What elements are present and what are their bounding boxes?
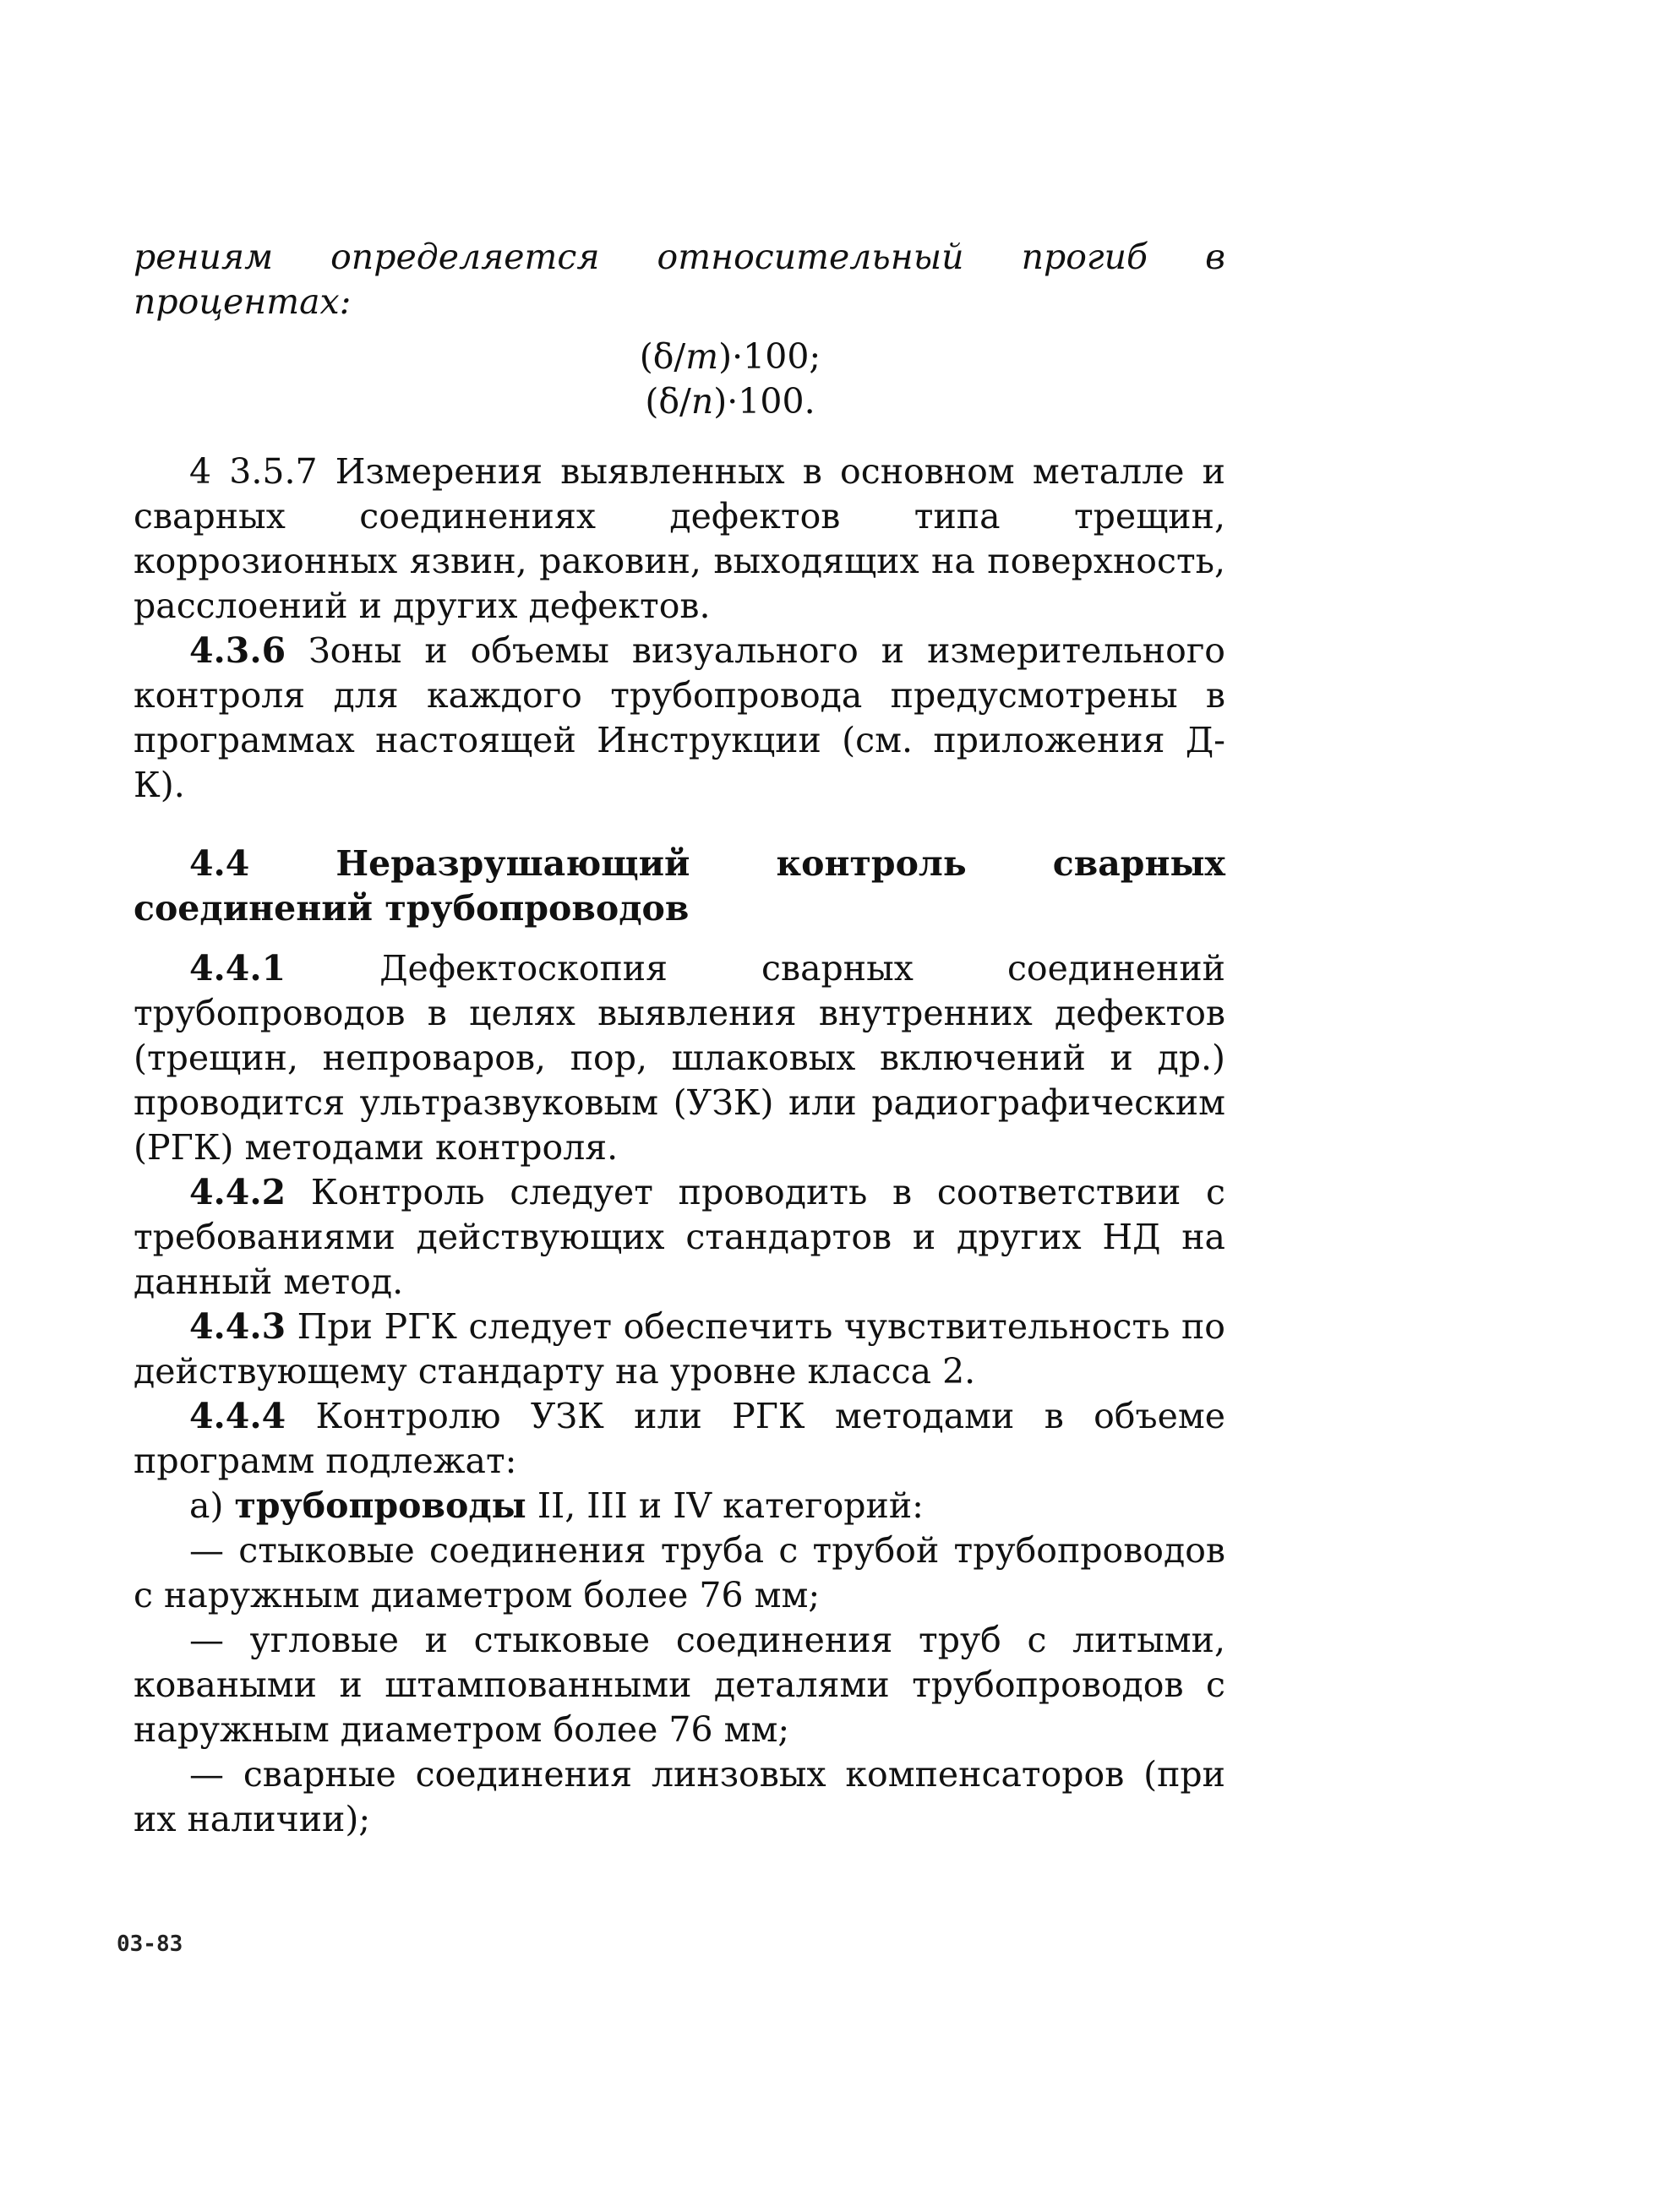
paragraph-number: 4 3.5.7 [189, 451, 318, 492]
paragraph-number: 4.4.2 [189, 1172, 286, 1212]
paragraph-text: Измерения выявленных в основном металле и сварных соединениях дефектов типа трещин, коррозионных язвин, раковин, выходящих на поверхность, расслоений и других дефектов. [134, 451, 1225, 626]
paragraph-number: 4.4.3 [189, 1306, 286, 1347]
dash-item-1: — стыковые соединения труба с трубой трубопроводов с наружным диаметром более 76 мм; [134, 1530, 1225, 1615]
paragraph-text: Дефектоскопия сварных соединений трубопроводов в целях выявления внутренних дефектов (трещин, непроваров, пор, шлаковых включений и др.) проводится ультразвуковым (УЗК) или радиографическим (РГК) методами контроля. [134, 948, 1225, 1168]
dash-item-3: — сварные соединения линзовых компенсаторов (при их наличии); [134, 1754, 1225, 1839]
section-heading-4-4: 4.4 Неразрушающий контроль сварных соединений трубопроводов [134, 843, 1225, 929]
formula-2-open: (δ/ [645, 381, 691, 422]
list-item-prefix: а) [189, 1485, 235, 1526]
paragraph-4-3-5-7 [134, 449, 1225, 629]
formula-1-close: )·100; [718, 336, 821, 377]
page-footer-code: 03-83 [117, 1931, 183, 1957]
formula-2-close: )·100. [713, 381, 815, 422]
dash-item-2: — угловые и стыковые соединения труб с литыми, коваными и штампованными деталями трубопроводов с наружным диаметром более 76 мм; [134, 1620, 1225, 1750]
paragraph-text: Зоны и объемы визуального и измерительного контроля для каждого трубопровода предусмотрены в программах настоящей Инструкции (см. приложения Д-К). [134, 630, 1225, 805]
list-item-a [134, 1484, 1225, 1528]
paragraph-4-4-1 [134, 946, 1225, 1170]
list-item-text: II, III и IV категорий: [526, 1485, 924, 1526]
document-page [134, 235, 1225, 1842]
paragraph-text: При РГК следует обеспечить чувствительность по действующему стандарту на уровне класса 2. [134, 1306, 1225, 1392]
paragraph-4-3-6 [134, 629, 1225, 808]
paragraph-4-4-3 [134, 1305, 1225, 1394]
formula-line-1 [134, 335, 1225, 379]
paragraph-number: 4.3.6 [189, 630, 286, 671]
intro-text: рениям определяется относительный прогиб в процентах: [134, 237, 1225, 322]
intro-paragraph [134, 235, 1225, 324]
paragraph-number: 4.4.4 [189, 1396, 286, 1436]
paragraph-4-4-4 [134, 1394, 1225, 1484]
formula-1-open: (δ/ [639, 336, 686, 377]
paragraph-text: Контролю УЗК или РГК методами в объеме программ подлежат: [134, 1396, 1225, 1481]
formula-2-var: n [690, 381, 714, 422]
paragraph-4-4-2 [134, 1170, 1225, 1305]
list-item-bold: трубопроводы [234, 1485, 526, 1526]
paragraph-number: 4.4.1 [189, 948, 286, 989]
formula-line-2 [134, 379, 1225, 424]
formula-1-var: m [685, 336, 719, 377]
paragraph-text: Контроль следует проводить в соответствии с требованиями действующих стандартов и других НД на данный метод. [134, 1172, 1225, 1302]
